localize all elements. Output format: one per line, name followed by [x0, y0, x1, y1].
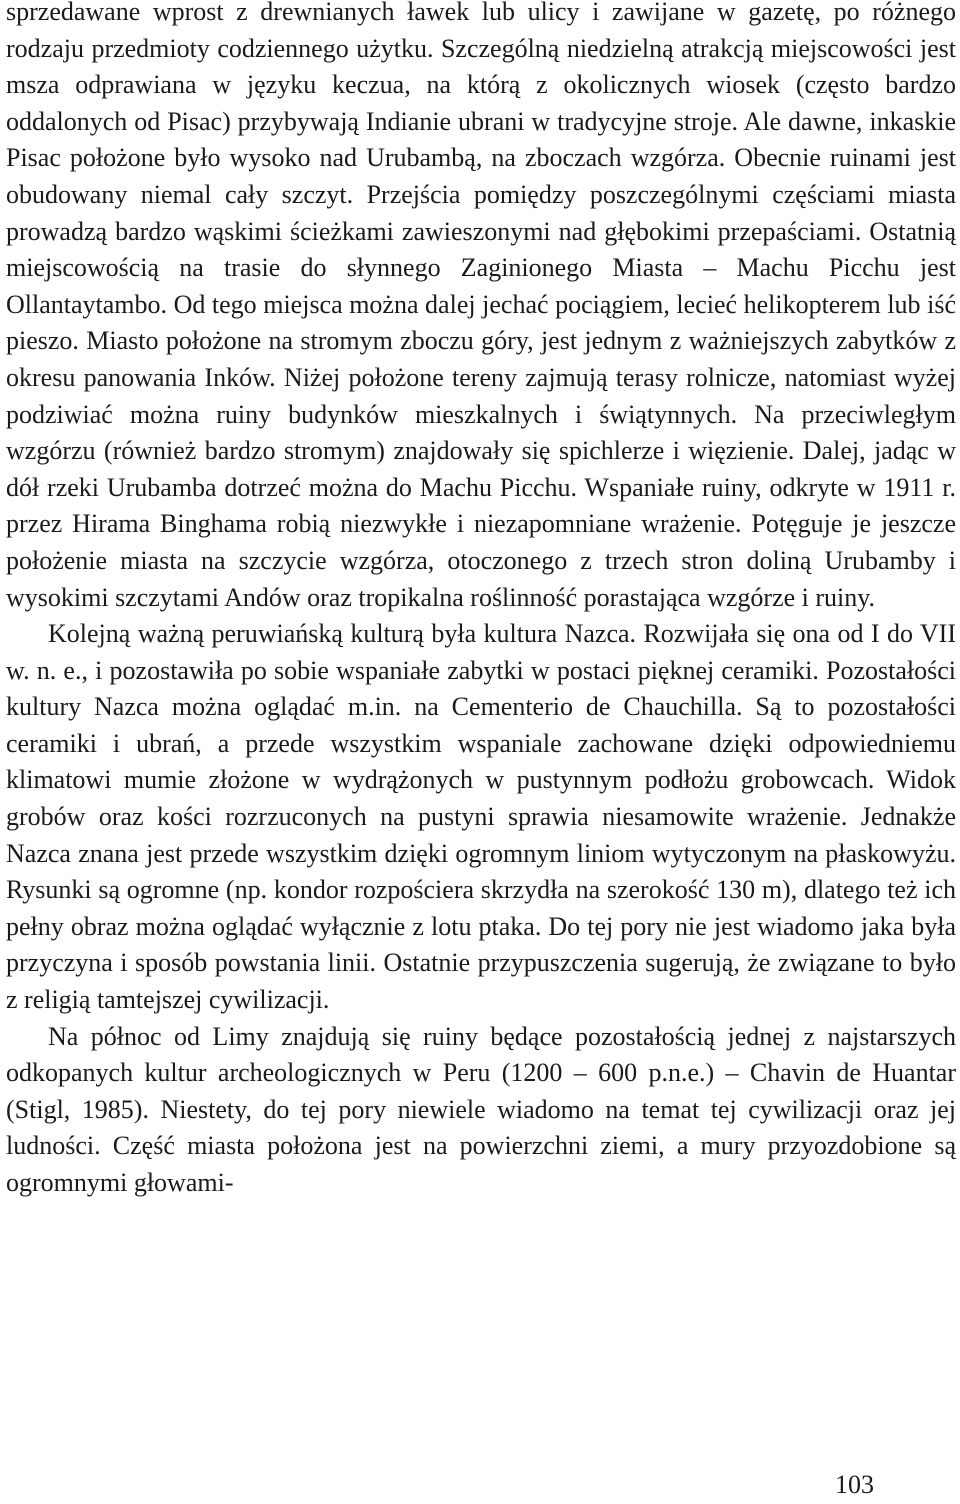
paragraph-3: Na północ od Limy znajdują się ruiny będące pozostałością jednej z najstarszych odkopanych kultur archeologicznych w Peru (1200 – 600 p.n.e.) – Chavin de Huantar (Stigl, 1985). Niestety, do tej pory niewiele wiadomo na temat tej cywilizacji oraz jej ludności. Część miasta położona jest na powierzchni ziemi, a mury przyozdobione są ogromnymi głowami- — [6, 1021, 956, 1197]
paragraph-1: sprzedawane wprost z drewnianych ławek lub ulicy i zawijane w gazetę, po różnego rodzaju przedmioty codziennego użytku. Szczególną niedzielną atrakcją miejscowości jest msza odprawiana w języku keczua, na którą z okolicznych wiosek (często bardzo oddalonych od Pisac) przybywają Indianie ubrani w tradycyjne stroje. Ale dawne, inkaskie Pisac położone było wysoko nad Urubambą, na zboczach wzgórza. Obecnie ruinami jest obudowany niemal cały szczyt. Przejścia pomiędzy poszczególnymi częściami miasta prowadzą bardzo wąskimi ścieżkami zawieszonymi nad głębokimi przepaściami. Ostatnią miejscowością na trasie do słynnego Zaginionego Miasta – Machu Picchu jest Ollantaytambo. Od tego miejsca można dalej jechać pociągiem, lecieć helikopterem lub iść pieszo. Miasto położone na stromym zboczu góry, jest jednym z ważniejszych zabytków z okresu panowania Inków. Niżej położone tereny zajmują terasy rolnicze, natomiast wyżej podziwiać można ruiny budynków mieszkalnych i świątynnych. Na przeciwległym wzgórzu (również bardzo stromym) znajdowały się spichlerze i więzienie. Dalej, jadąc w dół rzeki Urubamba dotrzeć można do Machu Picchu. Wspaniałe ruiny, odkryte w 1911 r. przez Hirama Binghama robią niezwykłe i niezapomniane wrażenie. Potęguje je jeszcze położenie miasta na szczycie wzgórza, otoczonego z trzech stron doliną Urubamby i wysokimi szczytami Andów oraz tropikalna roślinność porastająca wzgórze i ruiny. — [6, 0, 956, 612]
paragraph-2: Kolejną ważną peruwiańską kulturą była kultura Nazca. Rozwijała się ona od I do VII w. n. e., i pozostawiła po sobie wspaniałe zabytki w postaci pięknej ceramiki. Pozostałości kultury Nazca można oglądać m.in. na Cementerio de Chauchilla. Są to pozostałości ceramiki i ubrań, a przede wszystkim wspaniale zachowane dzięki odpowiedniemu klimatowi mumie złożone w wydrążonych w pustynnym podłożu grobowcach. Widok grobów oraz kości rozrzuconych na pustyni sprawia niesamowite wrażenie. Jednakże Nazca znana jest przede wszystkim dzięki ogromnym liniom wytyczonym na płaskowyżu. Rysunki są ogromne (np. kondor rozpościera skrzydła na szerokość 130 m), dlatego też ich pełny obraz można oglądać wyłącznie z lotu ptaka. Do tej pory nie jest wiadomo jaka była przyczyna i sposób powstania linii. Ostatnie przypuszczenia sugerują, że związane to było z religią tamtejszej cywilizacji. — [6, 619, 956, 1015]
body-text — [6, 0, 956, 1202]
page-number: 103 — [835, 1470, 874, 1499]
